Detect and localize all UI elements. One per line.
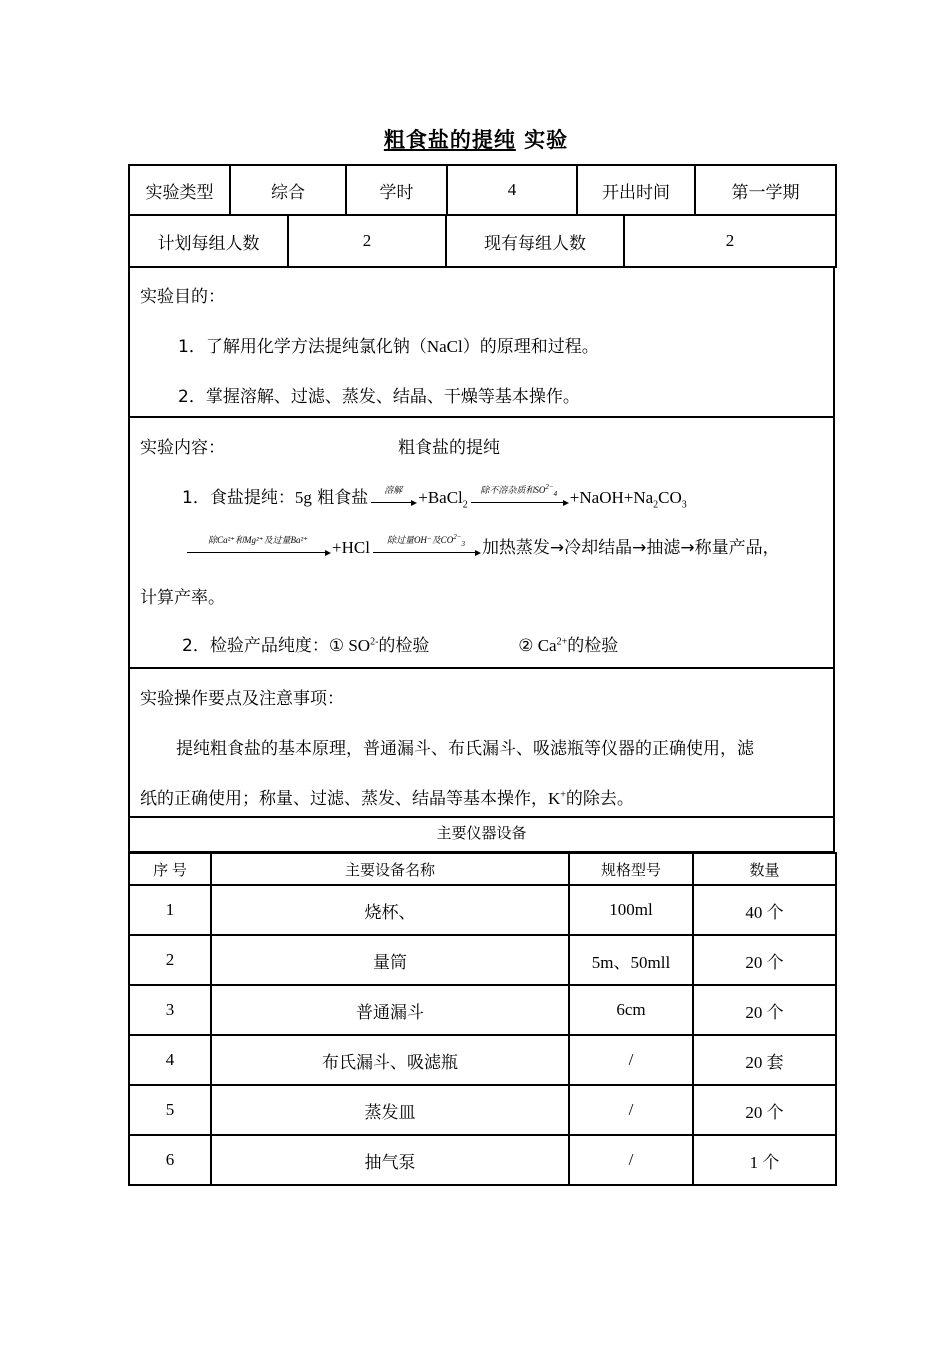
step2-prefix: 2．检验产品纯度：: [182, 636, 329, 656]
header-spec: 规格型号: [569, 853, 693, 885]
row-spec: 5m、50mll: [569, 935, 693, 985]
step2-a-sup: 2-: [370, 636, 379, 648]
hours-value: 4: [447, 165, 577, 215]
row-spec: /: [569, 1085, 693, 1135]
purpose-item-1: [178, 332, 599, 357]
title-suffix: 实验: [524, 128, 569, 152]
content-step1-end: 计算产率。: [140, 588, 225, 608]
reaction-arrow-3: [187, 535, 329, 558]
notes-heading: 实验操作要点及注意事项：: [140, 689, 344, 709]
step2-a-tail: 的检验: [378, 636, 430, 656]
time-value: 第一学期: [695, 165, 836, 215]
current-value: 2: [624, 215, 836, 267]
purpose-section: [128, 266, 835, 418]
notes-line-1: 提纯粗食盐的基本原理，普通漏斗、布氏漏斗、吸滤瓶等仪器的正确使用，滤: [176, 739, 754, 759]
reaction-arrow-4: 除过量OH⁻及$CO^{2-}_3$: [373, 538, 479, 558]
row-name: 量筒: [211, 935, 569, 985]
row-qty: 20 个: [693, 935, 836, 985]
planned-label: 计划每组人数: [129, 215, 288, 267]
arrow4-label: 除过量OH⁻及CO: [386, 535, 454, 545]
header-no: 序 号: [129, 853, 211, 885]
row-qty: 20 个: [693, 985, 836, 1035]
row-qty: 20 套: [693, 1035, 836, 1085]
header-qty: 数量: [693, 853, 836, 885]
title-main: 粗食盐的提纯: [383, 128, 516, 152]
notes-section: [128, 668, 835, 818]
table-row: [129, 1085, 836, 1135]
equipment-title: 主要仪器设备: [128, 817, 835, 853]
type-value: 综合: [230, 165, 346, 215]
content-step1-line1: 1．食盐提纯：5g 粗食盐 溶解 +BaCl$_2$ 除不溶杂质和$SO^{2-}_4$ $+NaOH+Na_2CO_3$: [182, 483, 687, 511]
step2-b: ② Ca: [518, 636, 557, 655]
info-table-row1: [128, 164, 837, 216]
type-label: 实验类型: [129, 165, 230, 215]
notes-line2-suffix: 的除去。: [565, 789, 634, 809]
content-section: [128, 417, 835, 669]
planned-value: 2: [288, 215, 446, 267]
table-row: [129, 1135, 836, 1185]
co3-formula: CO: [658, 488, 682, 507]
naoh-formula: +NaOH+Na: [569, 488, 654, 507]
notes-line-2: [140, 784, 634, 809]
header-name: 主要设备名称: [211, 853, 569, 885]
equipment-table: [128, 852, 837, 1186]
row-qty: 1 个: [693, 1135, 836, 1185]
arrow2-label: 除不溶杂质和SO: [480, 485, 546, 495]
row-name: 烧杯、: [211, 885, 569, 935]
notes-line2-sup: +: [560, 789, 566, 801]
content-subtitle: 粗食盐的提纯: [398, 438, 500, 458]
row-name: 普通漏斗: [211, 985, 569, 1035]
purpose-item1-suffix: ）的原理和过程。: [462, 337, 599, 357]
arrow3-label: 除Ca²⁺和Mg²⁺及过量Ba²⁺: [208, 535, 308, 545]
step1-mass: 5g: [294, 488, 312, 507]
row-no: 6: [129, 1135, 211, 1185]
row-no: 3: [129, 985, 211, 1035]
step1-tail: 加热蒸发→冷却结晶→抽滤→称量产品，: [481, 538, 780, 558]
hcl-formula: +HCl: [332, 538, 370, 557]
row-no: 5: [129, 1085, 211, 1135]
row-name: 抽气泵: [211, 1135, 569, 1185]
reaction-arrow-2: 除不溶杂质和$SO^{2-}_4$: [471, 488, 567, 508]
step1-name: 粗食盐: [317, 488, 369, 508]
current-label: 现有每组人数: [446, 215, 624, 267]
reaction-arrow-1: [371, 485, 415, 508]
content-step1-line2: [184, 533, 780, 558]
info-table-row2: [128, 214, 837, 268]
step2-b-tail: 的检验: [567, 636, 619, 656]
row-qty: 40 个: [693, 885, 836, 935]
row-spec: 6cm: [569, 985, 693, 1035]
purpose-item-2: 2．掌握溶解、过滤、蒸发、结晶、干燥等基本操作。: [178, 387, 580, 407]
purpose-heading: 实验目的：: [140, 287, 225, 307]
notes-line2-prefix: 纸的正确使用；称量、过滤、蒸发、结晶等基本操作，: [140, 789, 548, 809]
page-title: [0, 124, 952, 154]
row-no: 1: [129, 885, 211, 935]
equipment-header-row: [129, 853, 836, 885]
row-name: 布氏漏斗、吸滤瓶: [211, 1035, 569, 1085]
purpose-item1-prefix: 1．了解用化学方法提纯氯化钠（: [178, 337, 427, 357]
row-no: 2: [129, 935, 211, 985]
row-spec: /: [569, 1135, 693, 1185]
bacl2-formula: +BaCl: [418, 488, 463, 507]
step2-b-sup: 2+: [556, 636, 568, 648]
arrow1-label: 溶解: [384, 485, 403, 495]
row-no: 4: [129, 1035, 211, 1085]
step2-a: ① SO: [328, 636, 371, 655]
row-spec: 100ml: [569, 885, 693, 935]
table-row: [129, 885, 836, 935]
purpose-item1-formula: NaCl: [426, 337, 463, 356]
content-heading: 实验内容：: [140, 438, 225, 458]
content-step2: [182, 631, 618, 656]
time-label: 开出时间: [577, 165, 695, 215]
notes-line2-k: K: [548, 789, 561, 808]
step1-prefix: 1．食盐提纯：: [182, 488, 295, 508]
table-row: [129, 935, 836, 985]
table-row: [129, 1035, 836, 1085]
row-qty: 20 个: [693, 1085, 836, 1135]
hours-label: 学时: [346, 165, 447, 215]
row-spec: /: [569, 1035, 693, 1085]
row-name: 蒸发皿: [211, 1085, 569, 1135]
table-row: [129, 985, 836, 1035]
